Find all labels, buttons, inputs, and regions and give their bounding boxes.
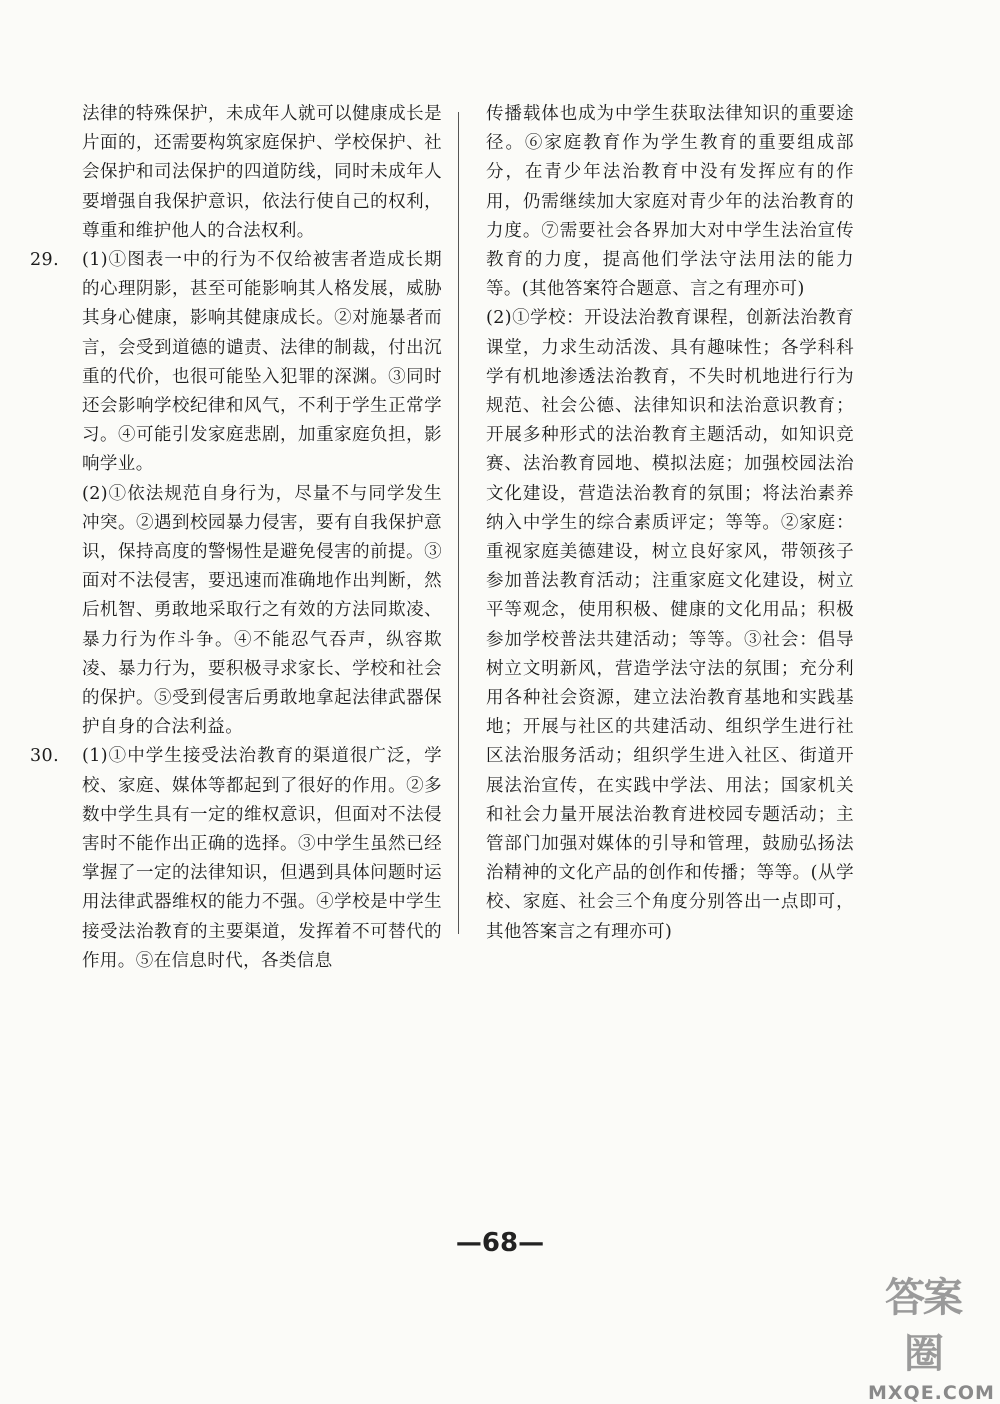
question-30-part-2: (2)①学校：开设法治教育课程，创新法治教育课堂，力求生动活泼、具有趣味性；各学科科学有机地渗透法治教育，不失时机地进行行为规范、社会公德、法律知识和法治意识教育；开展多种形式的法治教育主题活动，如知识竞赛、法治教育园地、模拟法庭；加强校园法治文化建设，营造法治教育的氛围；将法治素养纳入中学生的综合素质评定；等等。②家庭：重视家庭美德建设，树立良好家风，带领孩子参加普法教育活动；注重家庭文化建设，树立平等观念，使用积极、健康的文化用品；积极参加学校普法共建活动；等等。③社会：倡导树立文明新风，营造学法守法的氛围；充分利用各种社会资源，建立法治教育基地和实践基地；开展与社区的共建活动、组织学生进行社区法治服务活动；组织学生进入社区、街道开展法治宣传，在实践中学法、用法；国家机关和社会力量开展法治教育进校园专题活动；主管部门加强对媒体的引导和管理，鼓励弘扬法治精神的文化产品的创作和传播；等等。(从学校、家庭、社会三个角度分别答出一点即可，其他答案言之有理亦可) (486, 308, 854, 942)
question-29-number: 29. (30, 250, 60, 271)
question-30-part-1: (1)①中学生接受法治教育的渠道很广泛，学校、家庭、媒体等都起到了很好的作用。②多数中学生具有一定的维权意识，但面对不法侵害时不能作出正确的选择。③中学生虽然已经掌握了一定的法律知识，但遇到具体问题时运用法律武器维权的能力不强。④学校是中学生接受法治教育的主要渠道，发挥着不可替代的作用。⑤在信息时代，各类信息 (82, 746, 442, 971)
question-29 (30, 246, 442, 742)
question-30-number: 30. (30, 746, 60, 767)
watermark-logo (868, 1270, 995, 1404)
question-30-part-1-continued: 传播载体也成为中学生获取法律知识的重要途径。⑥家庭教育作为学生教育的重要组成部分，在青少年法治教育中没有发挥应有的作用，仍需继续加大家庭对青少年的法治教育的力度。⑦需要社会各界加大对中学生法治宣传教育的力度，提高他们学法守法用法的能力等。(其他答案符合题意、言之有理亦可) (486, 104, 854, 300)
watermark-logo-glyph: 答案圈 (885, 1275, 961, 1377)
question-29-part-2: (2)①依法规范自身行为，尽量不与同学发生冲突。②遇到校园暴力侵害，要有自我保护意识，保持高度的警惕性是避免侵害的前提。③面对不法侵害，要迅速而准确地作出判断，然后机智、勇敢地采取行之有效的方法同欺凌、暴力行为作斗争。④不能忍气吞声，纵容欺凌、暴力行为，要积极寻求家长、学校和社会的保护。⑤受到侵害后勇敢地拿起法律武器保护自身的合法利益。 (82, 483, 442, 738)
question-30 (30, 742, 442, 976)
left-column (30, 100, 442, 976)
right-column (486, 100, 854, 947)
left-intro-paragraph: 法律的特殊保护，未成年人就可以健康成长是片面的，还需要构筑家庭保护、学校保护、社会保护和司法保护的四道防线，同时未成年人要增强自我保护意识，依法行使自己的权利，尊重和维护他人的合法权利。 (82, 104, 442, 241)
watermark-site-text: MXQE.COM (868, 1382, 995, 1404)
page-number: —68— (455, 1228, 545, 1258)
question-29-part-1: (1)①图表一中的行为不仅给被害者造成长期的心理阴影，甚至可能影响其人格发展，威胁其身心健康，影响其健康成长。②对施暴者而言，会受到道德的谴责、法律的制裁，付出沉重的代价，也很可能坠入犯罪的深渊。③同时还会影响学校纪律和风气，不利于学生正常学习。④可能引发家庭悲剧，加重家庭负担，影响学业。 (82, 250, 442, 475)
column-divider (458, 112, 459, 934)
